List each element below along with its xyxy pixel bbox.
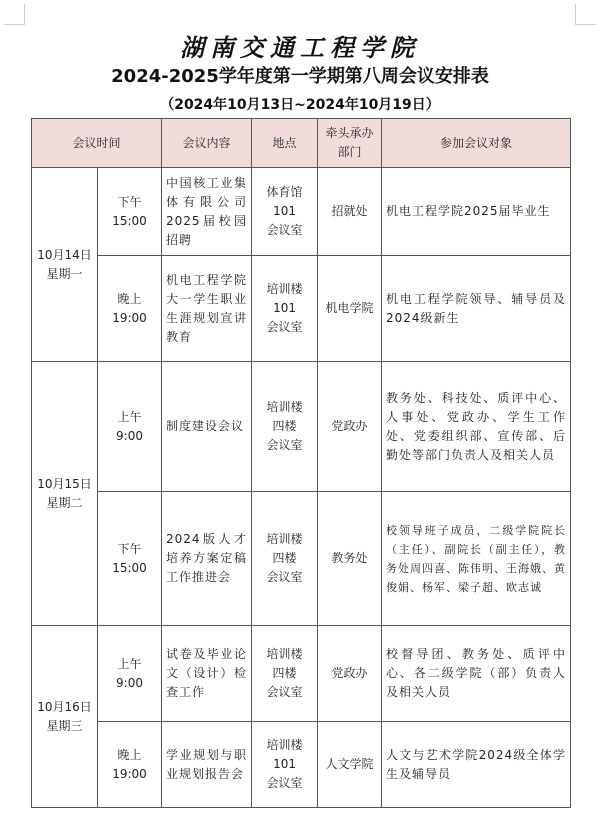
place-building: 培训楼 (266, 532, 303, 546)
time-period: 晚上 (117, 291, 142, 306)
time-period: 晚上 (117, 747, 142, 762)
time-cell (98, 626, 162, 722)
place-cell (252, 362, 318, 492)
place-building: 培训楼 (266, 738, 303, 752)
dept-cell: 机电学院 (318, 256, 382, 362)
col-header-place: 地点 (252, 119, 318, 168)
crop-mark-top-right (575, 4, 596, 25)
place-hall: 会议室 (266, 223, 303, 237)
time-cell (98, 722, 162, 808)
time-period: 上午 (117, 656, 142, 671)
day-date: 10月15日 (37, 476, 92, 491)
table-row (32, 256, 571, 362)
place-room: 101 (273, 757, 296, 771)
place-hall: 会议室 (266, 570, 303, 584)
dept-cell: 党政办 (318, 362, 382, 492)
place-hall: 会议室 (266, 320, 303, 334)
place-hall: 会议室 (266, 776, 303, 790)
place-hall: 会议室 (266, 685, 303, 699)
time-cell (98, 168, 162, 256)
crop-mark-top-left (4, 4, 25, 25)
topic-cell: 2024版人才培养方案定稿工作推进会 (162, 492, 252, 626)
place-room: 四楼 (272, 419, 297, 433)
time-period: 下午 (117, 194, 142, 209)
place-hall: 会议室 (266, 438, 303, 452)
table-row (32, 168, 571, 256)
place-room: 101 (273, 204, 296, 218)
meeting-schedule-table (31, 118, 571, 808)
day-weekday: 星期二 (46, 495, 83, 510)
attendees-cell: 校督导团、教务处、质评中心、各二级学院（部）负责人及相关人员 (382, 626, 571, 722)
place-room: 101 (273, 301, 296, 315)
place-room: 四楼 (272, 551, 297, 565)
col-header-attendees: 参加会议对象 (382, 119, 571, 168)
school-name: 湖南交通工程学院 (180, 33, 420, 62)
place-cell (252, 168, 318, 256)
topic-cell: 中国核工业集体有限公司2025届校园招聘 (162, 168, 252, 256)
table-row (32, 362, 571, 492)
day-cell (32, 626, 98, 808)
time-value: 9:00 (116, 428, 143, 443)
table-header-row (32, 119, 571, 168)
time-value: 9:00 (116, 675, 143, 690)
attendees-cell: 教务处、科技处、质评中心、人事处、党政办、学生工作处、党委组织部、宣传部、后勤处等部门负责人及相关人员 (382, 362, 571, 492)
topic-cell: 机电工程学院大一学生职业生涯规划宣讲教育 (162, 256, 252, 362)
table-row (32, 492, 571, 626)
dept-cell: 招就处 (318, 168, 382, 256)
place-building: 培训楼 (266, 400, 303, 414)
day-date: 10月14日 (37, 247, 92, 262)
topic-cell: 制度建设会议 (162, 362, 252, 492)
place-cell (252, 492, 318, 626)
time-cell (98, 362, 162, 492)
col-header-topic: 会议内容 (162, 119, 252, 168)
dept-cell: 人文学院 (318, 722, 382, 808)
place-building: 培训楼 (266, 282, 303, 296)
attendees-cell: 机电工程学院领导、辅导员及2024级新生 (382, 256, 571, 362)
day-weekday: 星期一 (46, 266, 83, 281)
document-title: 2024-2025学年度第一学期第八周会议安排表 (111, 66, 489, 87)
time-value: 15:00 (112, 213, 147, 228)
time-period: 下午 (117, 541, 142, 556)
topic-cell: 试卷及毕业论文（设计）检查工作 (162, 626, 252, 722)
place-cell (252, 256, 318, 362)
date-range: （2024年10月13日~2024年10月19日） (160, 97, 440, 113)
place-building: 培训楼 (266, 647, 303, 661)
table-row (32, 722, 571, 808)
dept-cell: 党政办 (318, 626, 382, 722)
attendees-cell: 校领导班子成员，二级学院院长（主任）、副院长（副主任），教务处周四喜、陈伟明、王海娥、黄俊娟、杨军、梁子超、欧志诚 (382, 492, 571, 626)
attendees-cell: 人文与艺术学院2024级全体学生及辅导员 (382, 722, 571, 808)
col-header-time: 会议时间 (32, 119, 162, 168)
place-room: 四楼 (272, 666, 297, 680)
day-cell (32, 362, 98, 626)
place-cell (252, 626, 318, 722)
time-cell (98, 492, 162, 626)
time-value: 19:00 (112, 310, 147, 325)
day-weekday: 星期三 (46, 718, 83, 733)
dept-cell: 教务处 (318, 492, 382, 626)
topic-cell: 学业规划与职业规划报告会 (162, 722, 252, 808)
time-cell (98, 256, 162, 362)
col-header-dept: 牵头承办部门 (318, 119, 382, 168)
time-value: 15:00 (112, 560, 147, 575)
table-row (32, 626, 571, 722)
place-building: 体育馆 (266, 185, 303, 199)
day-cell (32, 168, 98, 362)
attendees-cell: 机电工程学院2025届毕业生 (382, 168, 571, 256)
time-value: 19:00 (112, 766, 147, 781)
place-cell (252, 722, 318, 808)
day-date: 10月16日 (37, 699, 92, 714)
time-period: 上午 (117, 409, 142, 424)
